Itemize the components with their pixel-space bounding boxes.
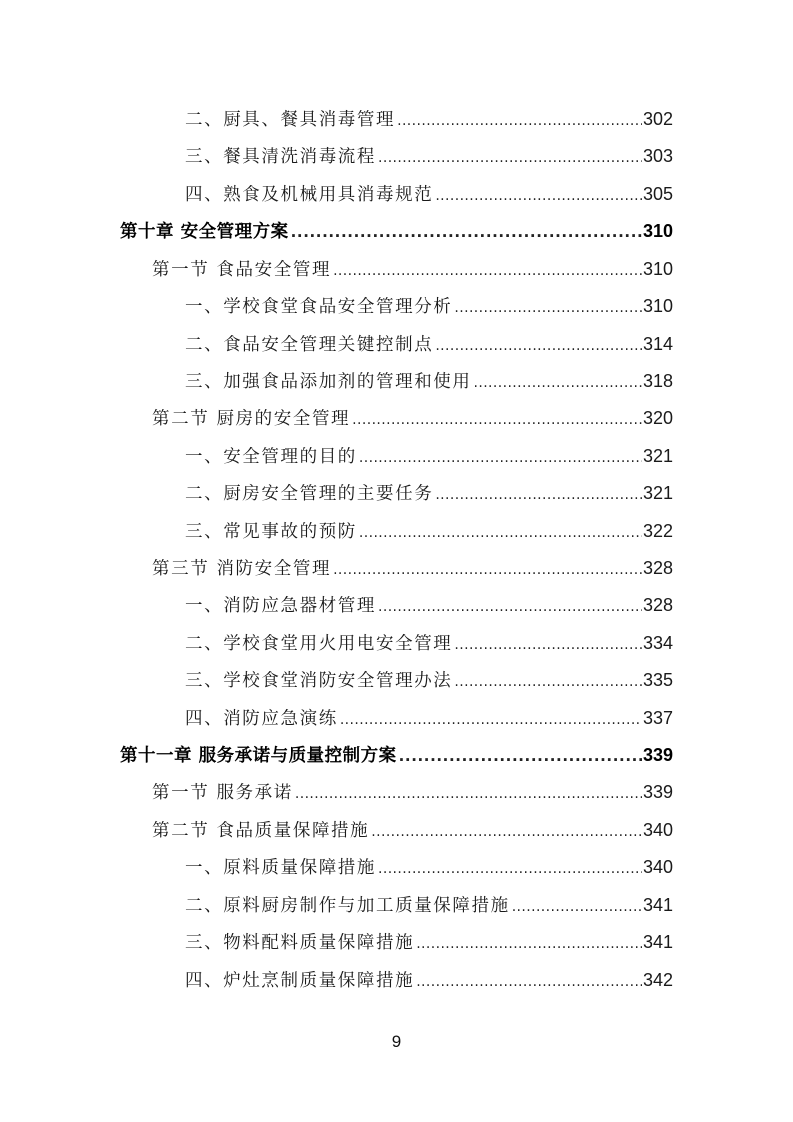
toc-entry[interactable] <box>185 892 673 918</box>
toc-entry[interactable] <box>185 143 673 169</box>
toc-entry-page: 310 <box>642 259 673 279</box>
toc-entry-title: 第十一章 服务承诺与质量控制方案 <box>120 746 397 766</box>
dot-leader <box>454 632 642 658</box>
toc-entry-title: 一、原料质量保障措施 <box>185 858 376 878</box>
toc-entry-page: 341 <box>642 932 673 952</box>
toc-entry[interactable] <box>185 518 673 544</box>
dot-leader <box>371 819 642 845</box>
toc-entry-title: 三、餐具清洗消毒流程 <box>185 147 376 167</box>
dot-leader <box>333 557 642 583</box>
toc-entry[interactable] <box>185 705 673 731</box>
toc-entry-title: 三、加强食品添加剂的管理和使用 <box>185 372 472 392</box>
dot-leader <box>359 520 642 546</box>
toc-entry-page: 310 <box>642 221 673 241</box>
toc-chapter-entry[interactable] <box>120 742 673 768</box>
toc-entry-page: 328 <box>642 595 673 615</box>
toc-entry-title: 二、厨房安全管理的主要任务 <box>185 484 434 504</box>
toc-entry[interactable] <box>185 667 673 693</box>
toc-section-entry[interactable] <box>152 256 673 282</box>
toc-chapter-entry[interactable] <box>120 218 673 244</box>
toc-entry-page: 303 <box>642 146 673 166</box>
toc-entry[interactable] <box>185 967 673 993</box>
toc-entry-title: 四、消防应急演练 <box>185 709 338 729</box>
toc-entry-title: 第二节 食品质量保障措施 <box>152 821 370 841</box>
dot-leader <box>435 482 642 508</box>
toc-entry-title: 第一节 服务承诺 <box>152 783 293 803</box>
dot-leader <box>397 108 642 134</box>
toc-entry-title: 第三节 消防安全管理 <box>152 559 332 579</box>
toc-entry-page: 340 <box>642 857 673 877</box>
toc-entry-page: 320 <box>642 408 673 428</box>
toc-entry-page: 314 <box>642 334 673 354</box>
toc-entry-page: 339 <box>642 782 673 802</box>
toc-entry-page: 340 <box>642 820 673 840</box>
toc-entry[interactable] <box>185 331 673 357</box>
toc-entry-title: 四、熟食及机械用具消毒规范 <box>185 185 434 205</box>
toc-entry-title: 一、安全管理的目的 <box>185 447 357 467</box>
toc-entry[interactable] <box>185 592 673 618</box>
toc-entry-page: 337 <box>642 708 673 728</box>
dot-leader <box>474 370 642 396</box>
toc-entry-title: 第一节 食品安全管理 <box>152 260 332 280</box>
toc-entry-title: 二、学校食堂用火用电安全管理 <box>185 634 453 654</box>
toc-entry-page: 310 <box>642 296 673 316</box>
toc-section-entry[interactable] <box>152 405 673 431</box>
dot-leader <box>399 743 642 769</box>
toc-entry-page: 328 <box>642 558 673 578</box>
toc-entry-title: 三、常见事故的预防 <box>185 522 357 542</box>
toc-entry-page: 339 <box>642 745 673 765</box>
toc-entry-page: 341 <box>642 895 673 915</box>
toc-entry[interactable] <box>185 854 673 880</box>
toc-entry-page: 342 <box>642 970 673 990</box>
dot-leader <box>454 669 642 695</box>
toc-entry-title: 四、炉灶烹制质量保障措施 <box>185 971 415 991</box>
dot-leader <box>435 183 642 209</box>
toc-entry-title: 三、学校食堂消防安全管理办法 <box>185 671 453 691</box>
toc-section-entry[interactable] <box>152 779 673 805</box>
toc-entry-page: 321 <box>642 483 673 503</box>
dot-leader <box>416 969 642 995</box>
dot-leader <box>378 594 642 620</box>
toc-entry[interactable] <box>185 630 673 656</box>
dot-leader <box>454 295 642 321</box>
dot-leader <box>333 258 642 284</box>
toc-entry-page: 302 <box>642 109 673 129</box>
page-number: 9 <box>391 1032 402 1051</box>
toc-entry[interactable] <box>185 368 673 394</box>
toc-entry[interactable] <box>185 181 673 207</box>
toc-entry-title: 二、原料厨房制作与加工质量保障措施 <box>185 896 510 916</box>
dot-leader <box>352 407 642 433</box>
toc-entry-title: 一、消防应急器材管理 <box>185 596 376 616</box>
toc-entry[interactable] <box>185 106 673 132</box>
toc-entry-page: 335 <box>642 670 673 690</box>
toc-entry-title: 二、厨具、餐具消毒管理 <box>185 110 396 130</box>
dot-leader <box>291 219 642 245</box>
dot-leader <box>378 856 642 882</box>
dot-leader <box>378 145 642 171</box>
toc-entry-title: 二、食品安全管理关键控制点 <box>185 335 434 355</box>
toc-entry[interactable] <box>185 443 673 469</box>
toc-entry-title: 第十章 安全管理方案 <box>120 222 289 242</box>
toc-entry-page: 334 <box>642 633 673 653</box>
toc-entry-page: 305 <box>642 184 673 204</box>
dot-leader <box>359 445 642 471</box>
toc-entry-page: 318 <box>642 371 673 391</box>
toc-entry-title: 三、物料配料质量保障措施 <box>185 933 415 953</box>
dot-leader <box>340 707 642 733</box>
toc-entry-page: 322 <box>642 521 673 541</box>
dot-leader <box>512 894 642 920</box>
dot-leader <box>416 931 642 957</box>
toc-entry-title: 一、学校食堂食品安全管理分析 <box>185 297 453 317</box>
dot-leader <box>435 333 642 359</box>
toc-entry[interactable] <box>185 929 673 955</box>
toc-section-entry[interactable] <box>152 817 673 843</box>
toc-entry-page: 321 <box>642 446 673 466</box>
dot-leader <box>295 781 642 807</box>
toc-entry[interactable] <box>185 480 673 506</box>
toc-entry-title: 第二节 厨房的安全管理 <box>152 409 351 429</box>
toc-section-entry[interactable] <box>152 555 673 581</box>
toc-entry[interactable] <box>185 293 673 319</box>
